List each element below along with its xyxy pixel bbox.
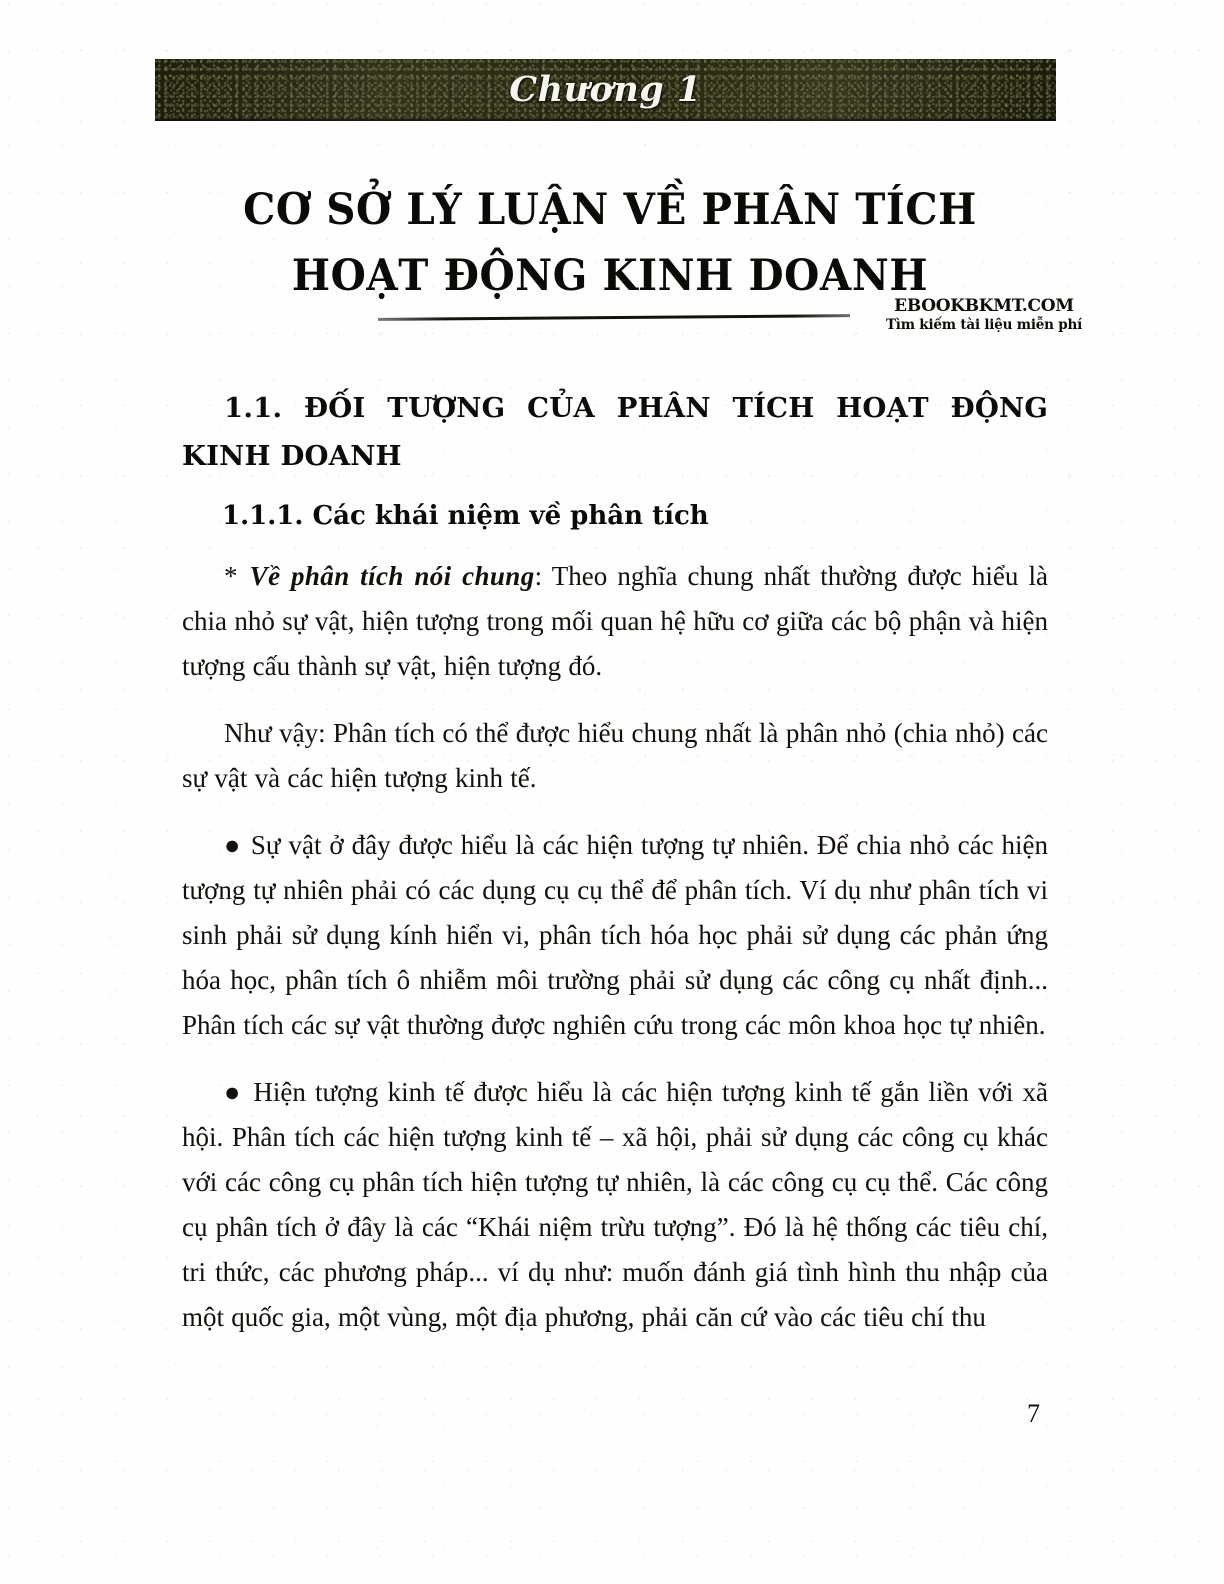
bullet-marker: ●	[224, 830, 243, 860]
page-title-line-1: CƠ SỞ LÝ LUẬN VỀ PHÂN TÍCH	[243, 184, 977, 235]
section-heading-number: 1.1.	[224, 392, 283, 424]
watermark	[876, 296, 1092, 334]
page-title	[150, 177, 1070, 309]
bullet-marker: ●	[224, 1077, 245, 1107]
paragraph-lead-emphasis: Về phân tích nói chung	[249, 561, 535, 591]
paragraph-marker: *	[224, 561, 240, 591]
paragraph-su-vat	[182, 823, 1048, 1048]
section-heading-line-2: KINH DOANH	[182, 440, 402, 472]
paragraph-text: : Theo nghĩa chung nhất thường được hiểu là chia nhỏ sự vật, hiện tượng trong mối quan hệ hữu cơ giữa các bộ phận và hiện tượng cấu thành sự vật, hiện tượng đó.	[182, 561, 1049, 681]
body-content	[182, 384, 1048, 1340]
paragraph-text: Hiện tượng kinh tế được hiểu là các hiện tượng kinh tế gắn liền với xã hội. Phân tích các hiện tượng kinh tế – xã hội, phải sử dụng các công cụ khác với các công cụ phân tích hiện tượng tự nhiên, là các công cụ cụ thể. Các công cụ phân tích ở đây là các “Khái niệm trừu tượng”. Đó là hệ thống các tiêu chí, tri thức, các phương pháp... ví dụ như: muốn đánh giá tình hình thu nhập của một quốc gia, một vùng, một địa phương, phải căn cứ vào các tiêu chí thu	[182, 1077, 1048, 1332]
paragraph-ve-phan-tich-noi-chung	[182, 554, 1048, 689]
page-title-line-2: HOẠT ĐỘNG KINH DOANH	[291, 250, 929, 301]
section-heading-line-1: ĐỐI TƯỢNG CỦA PHÂN TÍCH HOẠT ĐỘNG	[304, 392, 1049, 424]
title-divider	[378, 314, 850, 321]
subsection-heading: 1.1.1. Các khái niệm về phân tích	[222, 501, 709, 531]
page-number: 7	[1027, 1399, 1040, 1428]
paragraph-hien-tuong-kinh-te	[182, 1070, 1048, 1340]
watermark-site: EBOOKBKMT.COM	[894, 296, 1074, 316]
watermark-tagline: Tìm kiếm tài liệu miễn phí	[885, 317, 1083, 333]
paragraph-text: Như vậy: Phân tích có thể được hiểu chung nhất là phân nhỏ (chia nhỏ) các sự vật và các hiện tượng kinh tế.	[182, 718, 1048, 793]
section-heading	[182, 384, 1048, 480]
paragraph-text: Sự vật ở đây được hiểu là các hiện tượng tự nhiên. Để chia nhỏ các hiện tượng tự nhiên phải có các dụng cụ cụ thể để phân tích. Ví dụ như phân tích vi sinh phải sử dụng kính hiển vi, phân tích hóa học phải sử dụng các phản ứng hóa học, phân tích ô nhiễm môi trường phải sử dụng các công cụ nhất định... Phân tích các sự vật thường được nghiên cứu trong các môn khoa học tự nhiên.	[182, 830, 1049, 1040]
chapter-label: Chương 1	[509, 68, 702, 110]
chapter-banner	[155, 59, 1056, 121]
paragraph-nhu-vay	[182, 711, 1048, 801]
